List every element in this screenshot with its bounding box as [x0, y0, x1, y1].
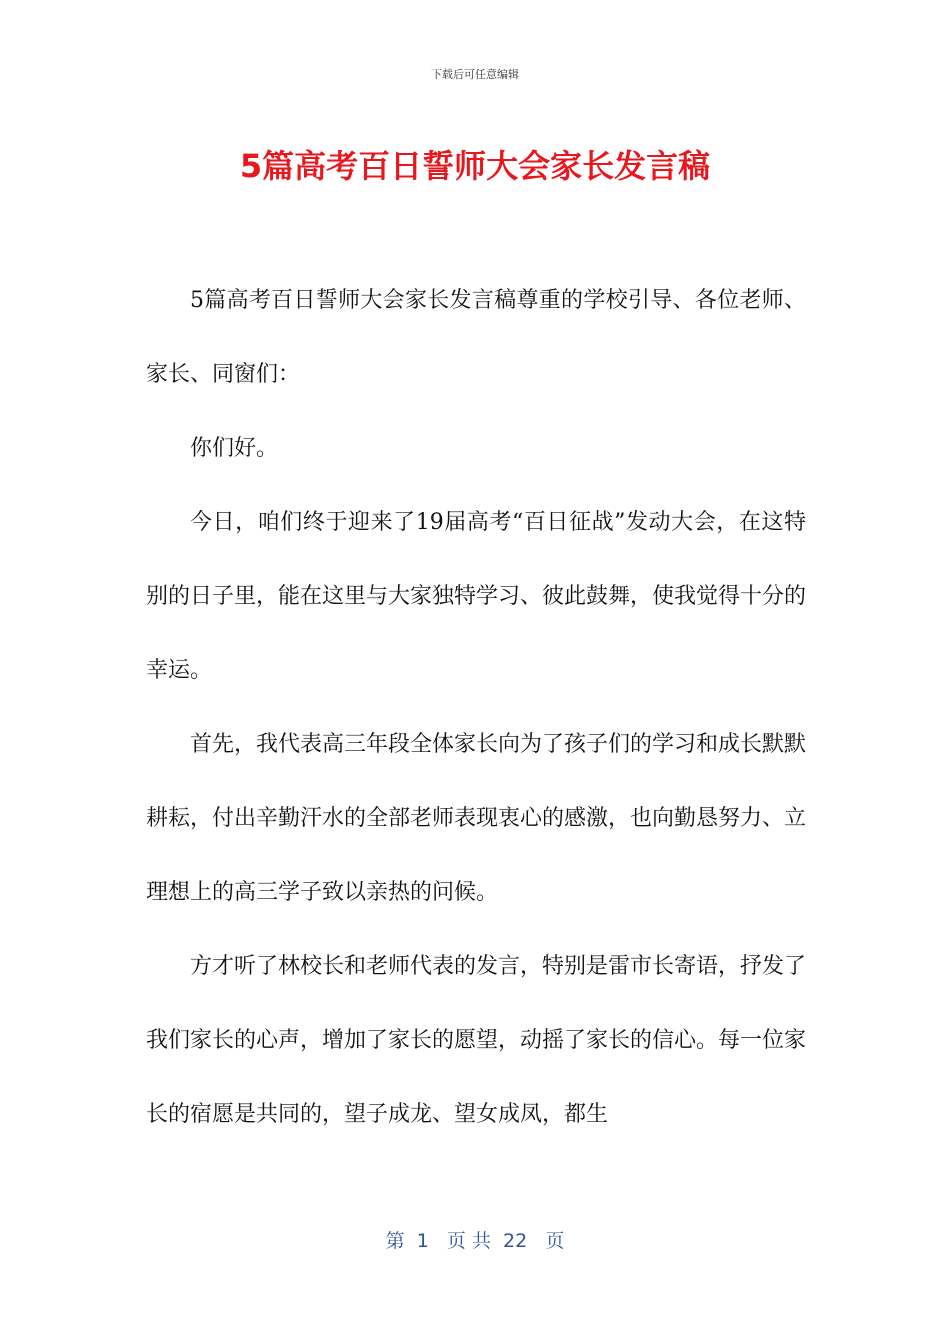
paragraph-4: 首先，我代表高三年段全体家长向为了孩子们的学习和成长默默耕耘，付出辛勤汗水的全部老师表现衷心的感激，也向勤恳努力、立理想上的高三学子致以亲热的问候。: [146, 732, 807, 905]
paragraph-2: 你们好。: [190, 436, 279, 461]
document-title: 5篇高考百日誓师大会家长发言稿: [239, 147, 711, 185]
page-footer: 第 1 页 共 22 页: [385, 1230, 565, 1252]
document-body: [146, 264, 806, 1152]
header-note: 下载后可任意编辑: [431, 68, 519, 81]
paragraph-3: 今日，咱们终于迎来了19届高考“百日征战”发动大会，在这特别的日子里，能在这里与大家独特学习、彼此鼓舞，使我觉得十分的幸运。: [146, 510, 807, 683]
paragraph-5: 方才听了林校长和老师代表的发言，特别是雷市长寄语，抒发了我们家长的心声，增加了家长的愿望，动摇了家长的信心。每一位家长的宿愿是共同的，望子成龙、望女成凤，都生: [146, 954, 807, 1127]
paragraph-1: 5篇高考百日誓师大会家长发言稿尊重的学校引导、各位老师、家长、同窗们：: [146, 288, 806, 387]
